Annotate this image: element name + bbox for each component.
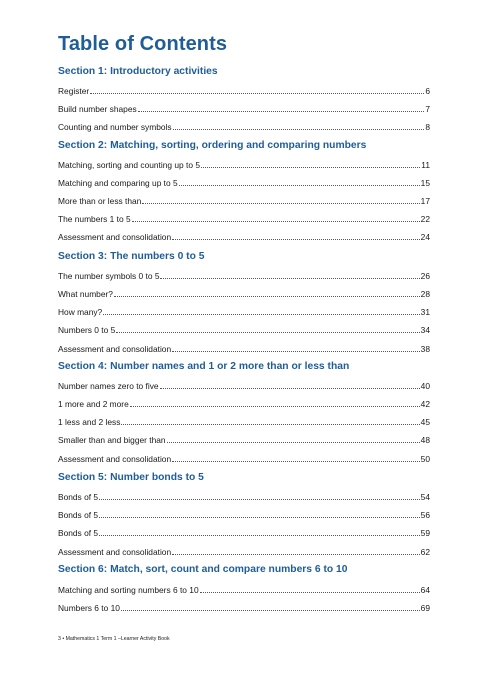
dot-leader [172,229,420,240]
toc-entry[interactable] [58,120,430,132]
toc-entry[interactable] [58,230,430,242]
toc-entry-page: 24 [420,232,430,242]
dot-leader [138,101,425,112]
page-footer: 3 • Mathematics 1 Term 1 –Learner Activity Book [58,636,170,642]
toc-entry-page: 69 [420,603,430,613]
toc-entry[interactable] [58,601,430,613]
toc-entry-page: 50 [420,454,430,464]
toc-entry-label: Number names zero to five [58,381,159,391]
toc-entry[interactable] [58,287,430,299]
toc-entry-page: 11 [421,160,430,170]
toc-entry-label: Smaller than and bigger than [58,435,166,445]
dot-leader [142,193,419,204]
toc-entry[interactable] [58,545,430,557]
dot-leader [99,507,420,518]
dot-leader [172,341,420,352]
toc-entry-page: 6 [425,86,430,96]
toc-entry-label: The number symbols 0 to 5 [58,271,160,281]
toc-entry[interactable] [58,269,430,281]
toc-entry-page: 34 [420,325,430,335]
toc-entry-page: 40 [420,381,430,391]
toc-entry-page: 56 [420,510,430,520]
toc-entry[interactable] [58,583,430,595]
toc-entry-page: 38 [420,344,430,354]
toc-entry-label: The numbers 1 to 5 [58,214,131,224]
toc-entry-label: How many? [58,307,103,317]
section-heading-1: Section 1: Introductory activities [58,66,218,77]
dot-leader [116,322,419,333]
toc-entry-label: 1 less and 2 less [58,417,121,427]
toc-entry-page: 42 [420,399,430,409]
toc-entry[interactable] [58,508,430,520]
toc-entry-label: Build number shapes [58,104,137,114]
toc-entry-label: Matching, sorting and counting up to 5 [58,160,201,170]
dot-leader [99,489,420,500]
dot-leader [103,304,419,315]
toc-entry-page: 64 [420,585,430,595]
toc-entry-page: 22 [420,214,430,224]
toc-entry-page: 62 [420,547,430,557]
toc-entry[interactable] [58,84,430,96]
toc-entry-page: 26 [420,271,430,281]
toc-entry[interactable] [58,433,430,445]
toc-entry[interactable] [58,415,430,427]
dot-leader [90,83,424,94]
toc-entry[interactable] [58,102,430,114]
toc-entry-page: 15 [420,178,430,188]
toc-entry[interactable] [58,158,430,170]
toc-entry[interactable] [58,176,430,188]
toc-entry[interactable] [58,379,430,391]
toc-entry[interactable] [58,490,430,502]
dot-leader [132,211,420,222]
toc-entry-label: Bonds of 5 [58,492,99,502]
section-heading-5: Section 5: Number bonds to 5 [58,472,204,483]
toc-entry-label: Assessment and consolidation [58,454,172,464]
dot-leader [172,451,420,462]
dot-leader [130,396,420,407]
toc-entry-page: 45 [420,417,430,427]
dot-leader [99,525,420,536]
toc-entry-label: Bonds of 5 [58,510,99,520]
toc-entry-label: 1 more and 2 more [58,399,129,409]
toc-entry-label: Numbers 6 to 10 [58,603,120,613]
toc-entry-page: 59 [420,528,430,538]
page-title: Table of Contents [58,33,228,55]
toc-entry[interactable] [58,397,430,409]
toc-entry-label: Assessment and consolidation [58,232,172,242]
toc-entry-label: Matching and sorting numbers 6 to 10 [58,585,199,595]
toc-entry[interactable] [58,526,430,538]
dot-leader [160,378,420,389]
toc-entry-page: 7 [425,104,430,114]
toc-entry[interactable] [58,452,430,464]
dot-leader [172,544,420,555]
dot-leader [114,286,420,297]
toc-entry-label: Numbers 0 to 5 [58,325,116,335]
toc-entry-page: 48 [420,435,430,445]
section-heading-2: Section 2: Matching, sorting, ordering and comparing numbers [58,140,367,151]
toc-entry-label: Counting and number symbols [58,122,172,132]
toc-entry-label: Matching and comparing up to 5 [58,178,178,188]
toc-entry[interactable] [58,305,430,317]
toc-entry[interactable] [58,342,430,354]
dot-leader [201,157,420,168]
toc-entry-label: Register [58,86,90,96]
toc-entry[interactable] [58,194,430,206]
dot-leader [160,268,419,279]
dot-leader [121,600,420,611]
toc-entry-page: 28 [420,289,430,299]
toc-entry-page: 8 [425,122,430,132]
toc-entry-label: Assessment and consolidation [58,344,172,354]
toc-entry-page: 54 [420,492,430,502]
section-heading-6: Section 6: Match, sort, count and compare numbers 6 to 10 [58,564,348,575]
dot-leader [200,582,420,593]
toc-entry-page: 17 [420,196,430,206]
toc-entry-label: What number? [58,289,113,299]
toc-entry-page: 31 [420,307,430,317]
section-heading-3: Section 3: The numbers 0 to 5 [58,251,205,262]
dot-leader [179,175,420,186]
dot-leader [167,432,420,443]
dot-leader [121,414,419,425]
dot-leader [173,119,425,130]
toc-entry-label: Assessment and consolidation [58,547,172,557]
toc-entry-label: Bonds of 5 [58,528,99,538]
toc-entry[interactable] [58,212,430,224]
section-heading-4: Section 4: Number names and 1 or 2 more than or less than [58,361,350,372]
toc-entry[interactable] [58,323,430,335]
toc-entry-label: More than or less than [58,196,142,206]
